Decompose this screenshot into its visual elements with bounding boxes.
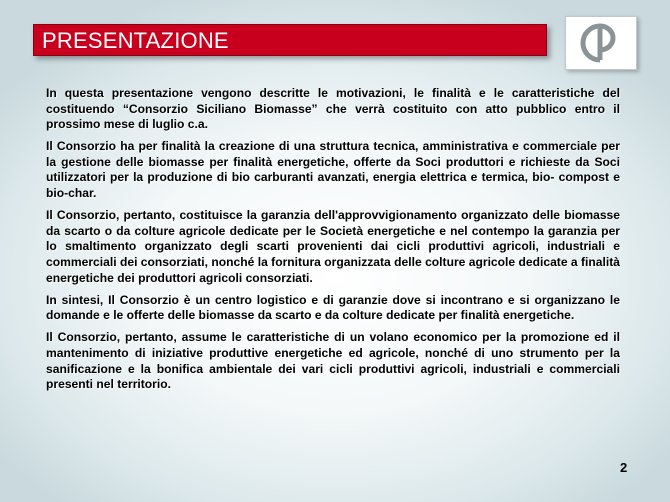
paragraph-garanzia: Il Consorzio, pertanto, costituisce la garanzia dell'approvvigionamento organizzato delle biomasse da scarto o da colture agricole dedicate per le Società energetiche e nel contempo la garanzia per lo smaltimento organizzato degli scarti provenienti dai cicli produttivi agricoli, industriali e commerciali dei consorziati, nonché la fornitura organizzata delle colture agricole dedicate a finalità energetiche dei produttori agricoli consorziati. <box>46 208 620 285</box>
paragraph-volano: Il Consorzio, pertanto, assume le caratteristiche di un volano economico per la promozione ed il mantenimento di iniziative produttive energetiche ed agricole, nonché di uno strumento per la sanificazione e la bonifica ambientale dei vari cicli produttivi agricoli, industriali e commerciali presenti nel territorio. <box>46 330 620 392</box>
paragraph-finalita: Il Consorzio ha per finalità la creazione di una struttura tecnica, amministrativa e commerciale per la gestione delle biomasse per finalità energetiche, offerte da Soci produttori e richieste da Soci utilizzatori per la produzione di bio carburanti avanzati, energia elettrica e termica, bio- compost e bio-char. <box>46 139 620 201</box>
cp-logo-icon <box>565 16 637 70</box>
cp-logo-graphic <box>566 17 636 69</box>
slide-body <box>46 86 620 399</box>
paragraph-intro-text-end: che verrà costituito con atto pubblico entro il prossimo mese di luglio c.a. <box>46 101 621 132</box>
title-bar <box>33 24 547 56</box>
slide-title: PRESENTAZIONE <box>42 28 229 53</box>
paragraph-sintesi: In sintesi, Il Consorzio è un centro logistico e di garanzie dove si incontrano e si organizzano le domande e le offerte delle biomasse da scarto e da colture dedicate per finalità energetiche. <box>46 292 620 323</box>
paragraph-intro-text: In questa presentazione vengono descritte le motivazioni, le finalità e le caratteristiche del costituendo <box>46 86 620 116</box>
consortium-name: “Consorzio Siciliano Biomasse” <box>122 101 318 116</box>
page-number: 2 <box>620 460 628 475</box>
paragraph-intro <box>46 86 620 133</box>
